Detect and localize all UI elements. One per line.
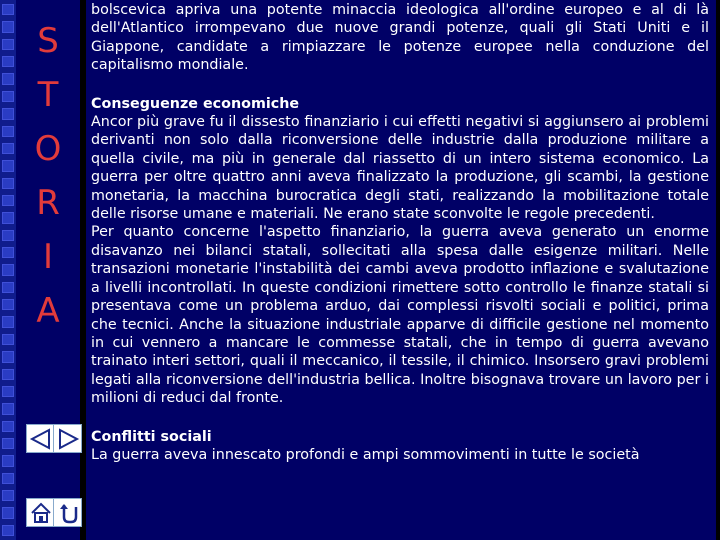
previous-slide-button[interactable] bbox=[26, 424, 55, 453]
title-letter: S bbox=[37, 21, 59, 61]
title-letter: O bbox=[34, 129, 62, 169]
title-letter: I bbox=[42, 237, 54, 277]
section-heading-social: Conflitti sociali bbox=[91, 428, 212, 445]
strip-square bbox=[2, 525, 14, 536]
strip-square bbox=[2, 126, 14, 137]
strip-square bbox=[2, 212, 14, 223]
title-letter: A bbox=[36, 291, 60, 331]
paragraph: Per quanto concerne l'aspetto finanziario, la guerra aveva generato un enorme disavanzo nei bilanci statali, sollecitati alla spesa dalle esigenze militari. Nelle transazioni monetarie l'instabilità dei cambi aveva prodotto inflazione e svalutazione a livelli incontrollati. In queste condizioni rimettere sotto controllo le finanze statali si presentava come un problema arduo, dai complessi risvolti sociali e politici, prima che tecnici. Anche la situazione industriale apparve di difficile gestione nel momento in cui vennero a mancare le commesse statali, che in tempo di guerra avevano trainato interi settori, quali il meccanico, il tessile, il chimico. Insorsero gravi problemi legati alla riconversione dell'industria bellica. Inoltre bisognava trovare un lavoro per i milioni di reduci dal fronte. bbox=[91, 224, 709, 407]
strip-squares bbox=[2, 4, 14, 536]
strip-square bbox=[2, 264, 14, 275]
left-decorative-strip bbox=[0, 0, 16, 540]
strip-square bbox=[2, 91, 14, 102]
strip-square bbox=[2, 247, 14, 258]
triangle-right-icon bbox=[56, 427, 80, 451]
slide-content bbox=[91, 1, 709, 464]
strip-square bbox=[2, 230, 14, 241]
vertical-title bbox=[16, 14, 80, 338]
strip-square bbox=[2, 21, 14, 32]
strip-square bbox=[2, 282, 14, 293]
title-letter: R bbox=[36, 183, 60, 223]
section-heading-economic: Conseguenze economiche bbox=[91, 95, 300, 112]
strip-square bbox=[2, 143, 14, 154]
strip-square bbox=[2, 195, 14, 206]
strip-square bbox=[2, 369, 14, 380]
strip-square bbox=[2, 160, 14, 171]
strip-square bbox=[2, 39, 14, 50]
triangle-left-icon bbox=[29, 427, 53, 451]
paragraph: Ancor più grave fu il dissesto finanziario i cui effetti negativi si aggiunsero ai problemi derivanti non solo dalla riconversione delle industrie dalla produzione militare a quella civile, ma più in generale dal riassetto di un intero sistema economico. La guerra per oltre quattro anni aveva finalizzato la produzione, gli scambi, la gestione monetaria, la macchina burocratica degli stati, realizzando la mobilitazione totale delle risorse umane e materiali. Ne erano state sconvolte le regole precedenti. bbox=[91, 114, 709, 223]
intro-paragraph: bolscevica apriva una potente minaccia ideologica all'ordine europeo e al di là dell'Atlantico irrompevano due nuove grandi potenze, quali gli Stati Uniti e il Giappone, candidate a rimpiazzare le potenze europee nella conduzione del capitalismo mondiale. bbox=[91, 2, 709, 74]
strip-square bbox=[2, 473, 14, 484]
title-letter: T bbox=[37, 75, 59, 115]
strip-square bbox=[2, 403, 14, 414]
strip-square bbox=[2, 299, 14, 310]
strip-square bbox=[2, 507, 14, 518]
strip-square bbox=[2, 386, 14, 397]
strip-square bbox=[2, 334, 14, 345]
strip-square bbox=[2, 316, 14, 327]
strip-square bbox=[2, 108, 14, 119]
home-button[interactable] bbox=[26, 498, 55, 527]
strip-square bbox=[2, 421, 14, 432]
strip-square bbox=[2, 490, 14, 501]
next-slide-button[interactable] bbox=[53, 424, 82, 453]
home-icon bbox=[29, 501, 53, 525]
return-button[interactable] bbox=[53, 498, 82, 527]
strip-square bbox=[2, 56, 14, 67]
strip-square bbox=[2, 4, 14, 15]
strip-square bbox=[2, 73, 14, 84]
strip-square bbox=[2, 438, 14, 449]
strip-square bbox=[2, 178, 14, 189]
return-arrow-icon bbox=[56, 501, 80, 525]
strip-square bbox=[2, 455, 14, 466]
strip-square bbox=[2, 351, 14, 362]
paragraph: La guerra aveva innescato profondi e ampi sommovimenti in tutte le società bbox=[91, 446, 640, 463]
